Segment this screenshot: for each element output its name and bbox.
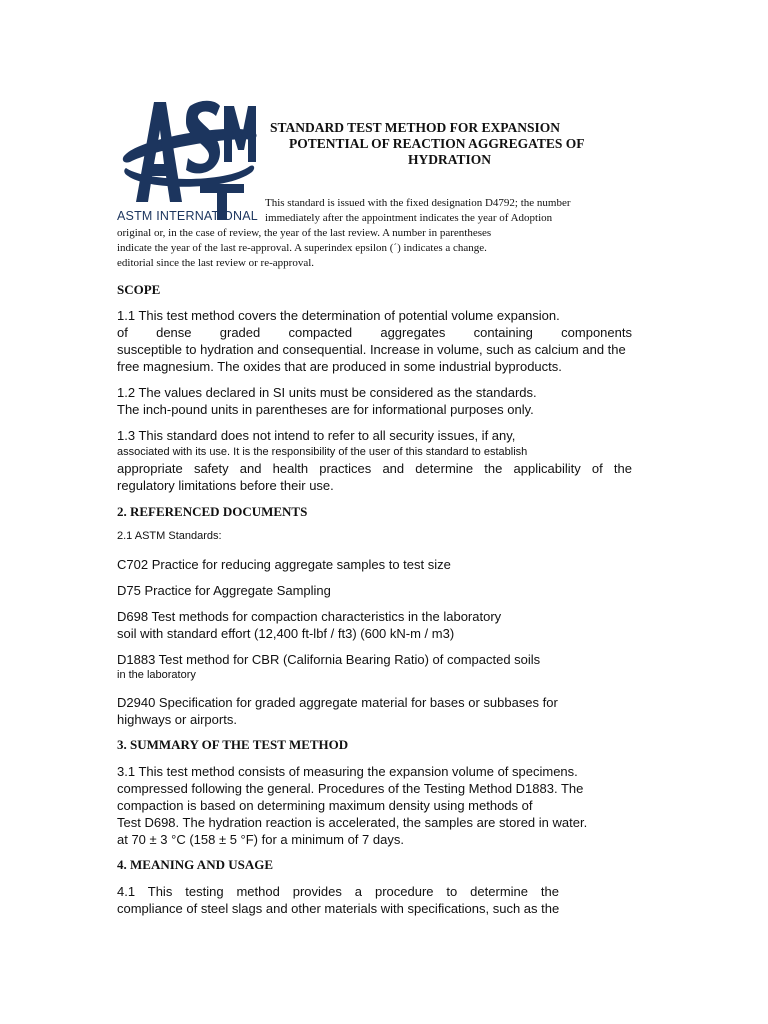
section-heading-scope: SCOPE (117, 282, 161, 297)
reference-item: D2940 Specification for graded aggregate material for bases or subbases for (117, 695, 558, 710)
paragraph-line: associated with its use. It is the responsibility of the user of this standard to establish (117, 446, 528, 458)
section-heading-referenced-documents: 2. REFERENCED DOCUMENTS (117, 504, 308, 519)
paragraph-line: regulatory limitations before their use. (117, 478, 334, 493)
reference-item: D698 Test methods for compaction characteristics in the laboratory (117, 609, 502, 624)
paragraph-line: The inch-pound units in parentheses are for informational purposes only. (117, 402, 534, 417)
logo-text: ASTM INTERNATIONAL (117, 209, 258, 223)
section-heading-meaning-and-usage: 4. MEANING AND USAGE (117, 857, 274, 872)
designation-note-line: immediately after the appointment indicates the year of Adoption (265, 212, 553, 224)
document-title-line-1: STANDARD TEST METHOD FOR EXPANSION (270, 120, 561, 135)
reference-item: D1883 Test method for CBR (California Bearing Ratio) of compacted soils (117, 652, 541, 667)
reference-item: D75 Practice for Aggregate Sampling (117, 583, 331, 598)
section-heading-summary: 3. SUMMARY OF THE TEST METHOD (117, 737, 349, 752)
paragraph-line: 1.2 The values declared in SI units must be considered as the standards. (117, 385, 537, 400)
paragraph-line: 1.1 This test method covers the determination of potential volume expansion. (117, 308, 560, 323)
paragraph-line: Test D698. The hydration reaction is accelerated, the samples are stored in water. (117, 815, 588, 830)
paragraph-line: compliance of steel slags and other materials with specifications, such as the (117, 901, 560, 916)
subsection-label: 2.1 ASTM Standards: (117, 530, 222, 542)
reference-item-continued: highways or airports. (117, 712, 237, 727)
paragraph-line: 4.1 This testing method provides a procedure to determine the (117, 884, 559, 899)
astm-logo (116, 92, 258, 224)
paragraph-line: free magnesium. The oxides that are produced in some industrial byproducts. (117, 359, 562, 374)
paragraph-line: 1.3 This standard does not intend to refer to all security issues, if any, (117, 428, 516, 443)
designation-note-line: editorial since the last review or re-approval. (117, 257, 315, 269)
paragraph-line: compressed following the general. Procedures of the Testing Method D1883. The (117, 781, 584, 796)
designation-note-line: This standard is issued with the fixed designation D4792; the number (265, 197, 571, 209)
designation-note-line: original or, in the case of review, the year of the last review. A number in parentheses (117, 227, 492, 239)
reference-item: C702 Practice for reducing aggregate samples to test size (117, 557, 451, 572)
paragraph-line: appropriate safety and health practices and determine the applicability of the (117, 461, 632, 476)
reference-item-continued: in the laboratory (117, 669, 196, 681)
designation-note-line: indicate the year of the last re-approval. A superindex epsilon (´) indicates a change. (117, 242, 487, 254)
paragraph-line: compaction is based on determining maximum density using methods of (117, 798, 533, 813)
paragraph-line: susceptible to hydration and consequential. Increase in volume, such as calcium and the (117, 342, 626, 357)
paragraph-line: of dense graded compacted aggregates containing components (117, 325, 632, 340)
paragraph-line: at 70 ± 3 °C (158 ± 5 °F) for a minimum of 7 days. (117, 832, 404, 847)
document-title-line-2: POTENTIAL OF REACTION AGGREGATES OF (289, 136, 585, 151)
document-title-line-3: HYDRATION (408, 152, 492, 167)
reference-item-continued: soil with standard effort (12,400 ft-lbf / ft3) (600 kN-m / m3) (117, 626, 455, 641)
paragraph-line: 3.1 This test method consists of measuring the expansion volume of specimens. (117, 764, 578, 779)
